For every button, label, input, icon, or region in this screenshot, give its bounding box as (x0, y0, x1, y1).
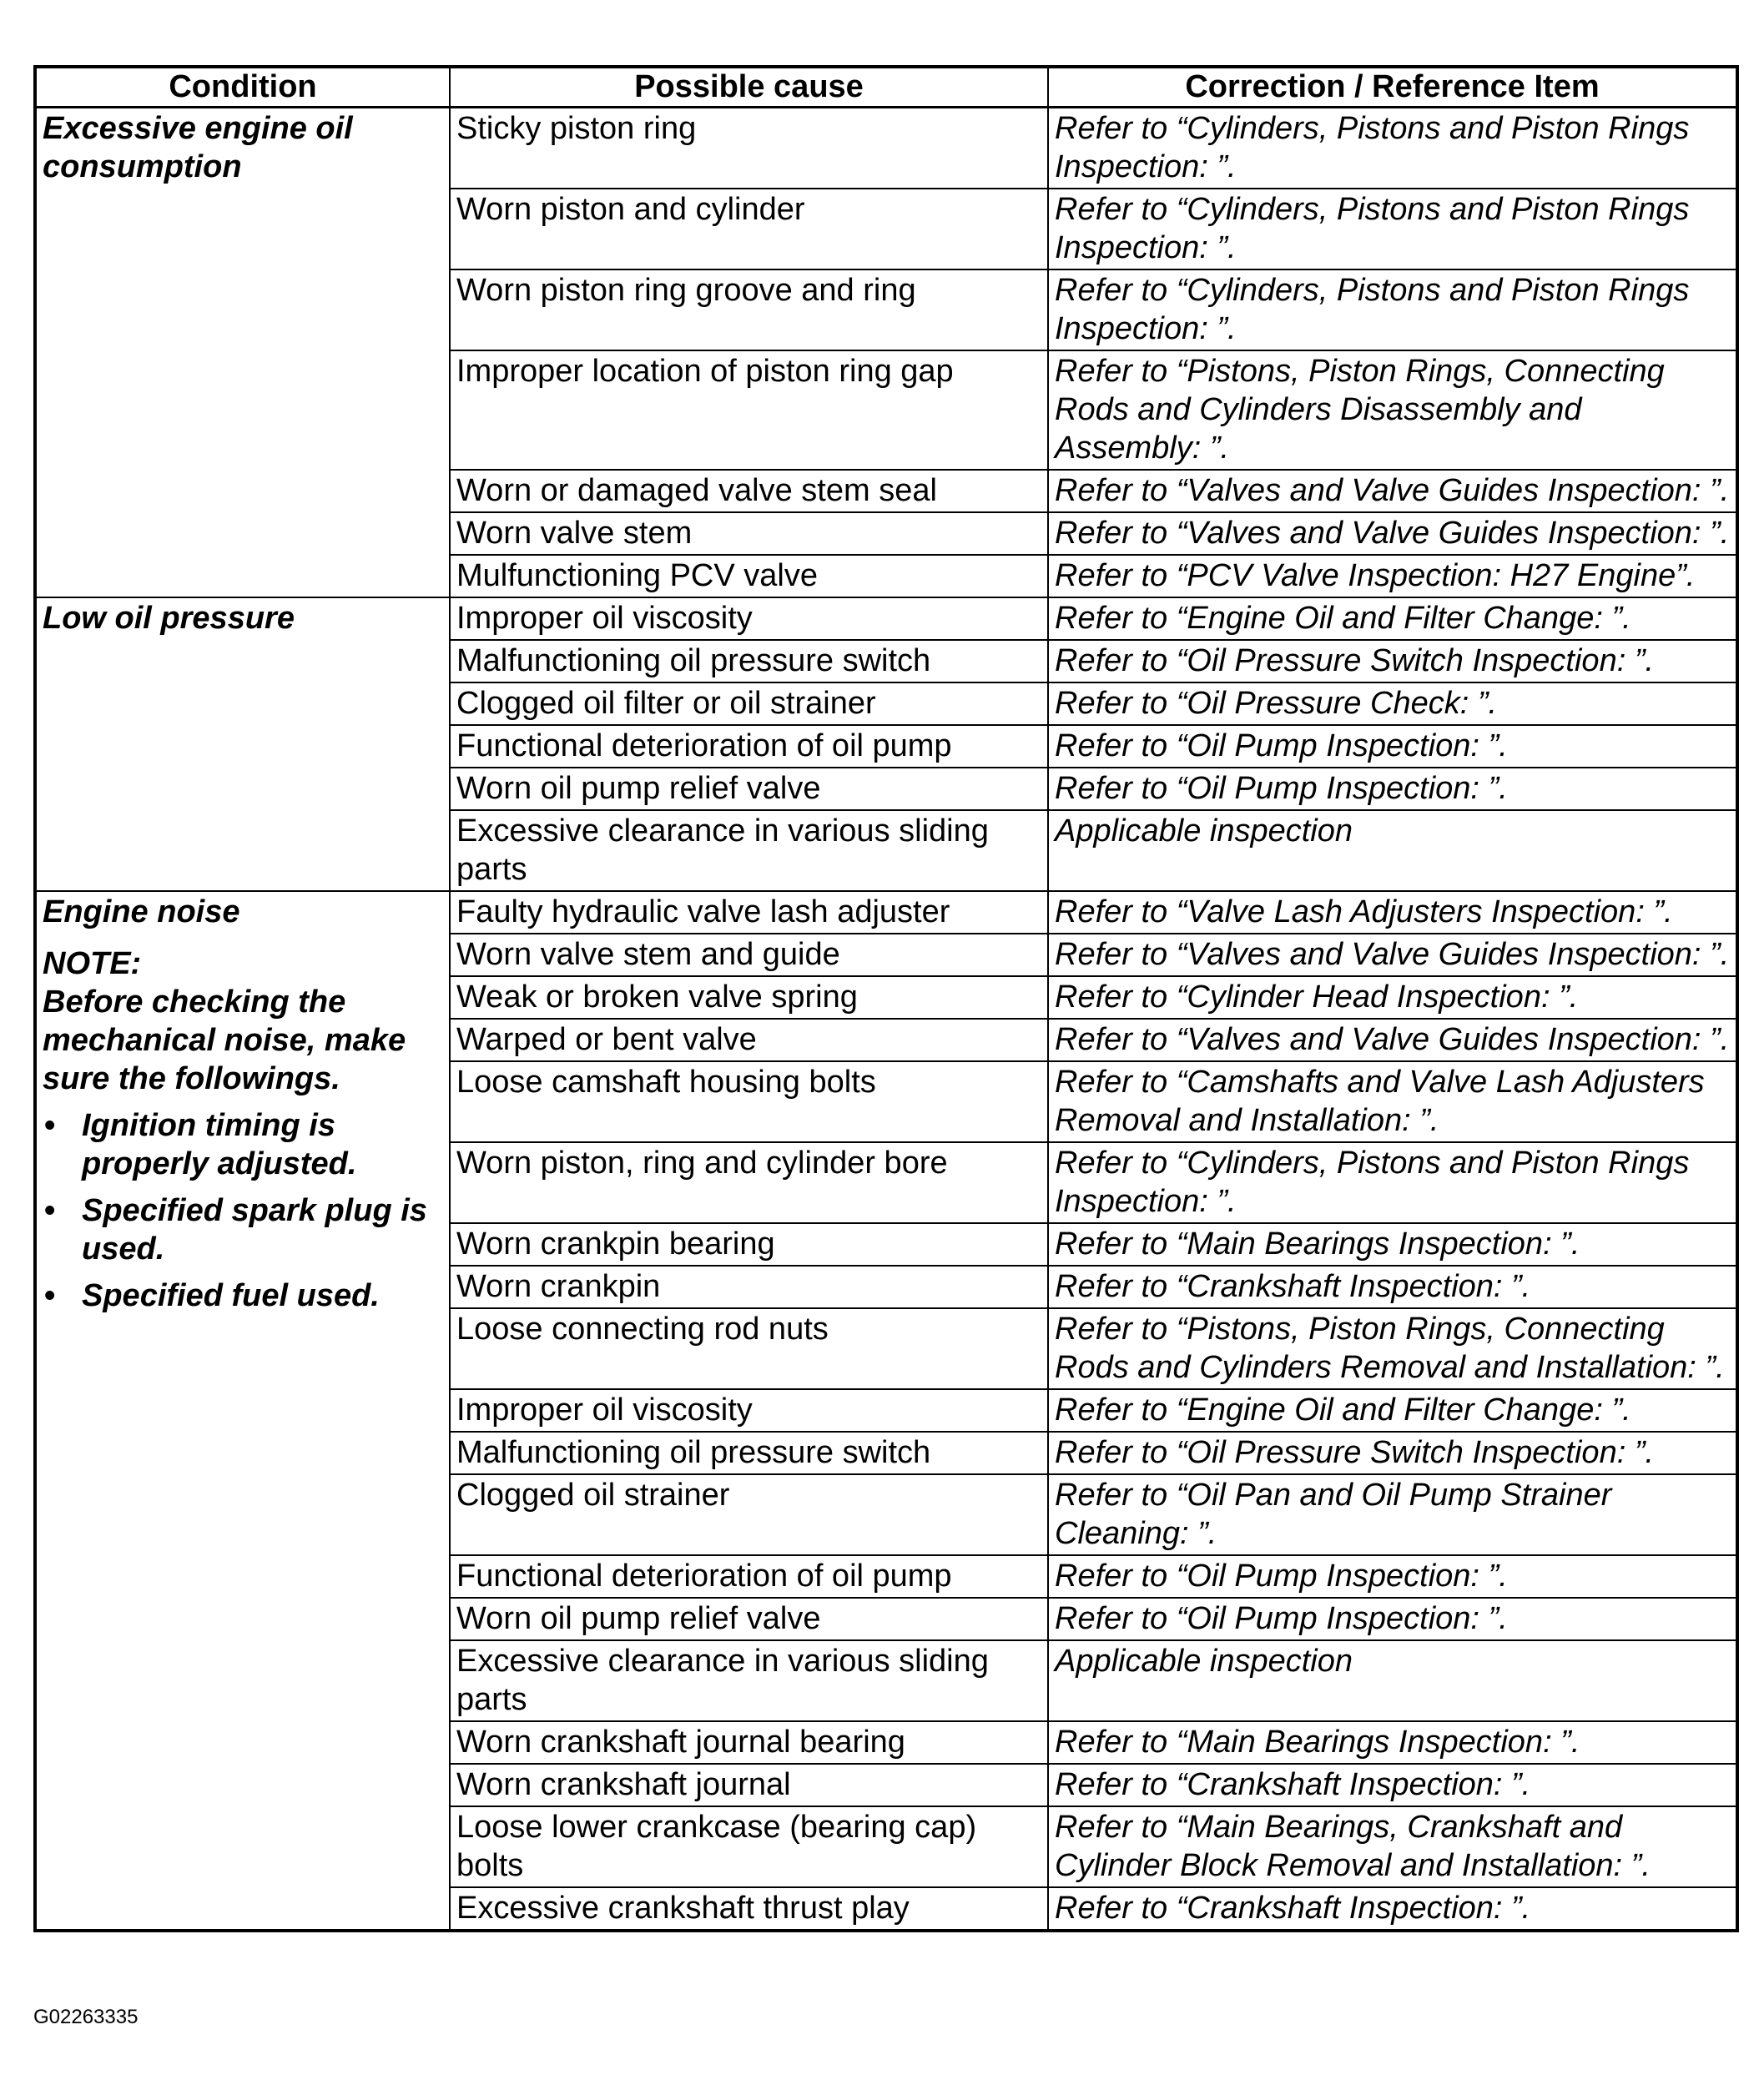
cause-cell: Worn crankshaft journal bearing (450, 1721, 1048, 1764)
correction-cell: Applicable inspection (1048, 810, 1737, 891)
correction-cell: Refer to “Oil Pressure Switch Inspection: ”. (1048, 640, 1737, 682)
correction-cell: Refer to “Cylinders, Pistons and Piston Rings Inspection: ”. (1048, 269, 1737, 350)
header-correction: Correction / Reference Item (1048, 67, 1737, 108)
cause-cell: Worn valve stem and guide (450, 934, 1048, 976)
correction-cell: Refer to “Cylinders, Pistons and Piston Rings Inspection: ”. (1048, 1142, 1737, 1223)
note-bullet-text: Ignition timing is properly adjusted. (82, 1108, 357, 1181)
correction-cell: Refer to “Oil Pump Inspection: ”. (1048, 1598, 1737, 1640)
correction-cell: Refer to “Main Bearings Inspection: ”. (1048, 1223, 1737, 1266)
cause-cell: Loose lower crankcase (bearing cap) bolts (450, 1806, 1048, 1887)
cause-cell: Weak or broken valve spring (450, 976, 1048, 1019)
bullet-icon: • (44, 1278, 56, 1313)
cause-cell: Worn piston ring groove and ring (450, 269, 1048, 350)
figure-id: G02263335 (33, 2006, 139, 2028)
correction-cell: Refer to “Cylinder Head Inspection: ”. (1048, 976, 1737, 1019)
table-row (35, 108, 1737, 189)
note-text: Before checking the mechanical noise, make sure the followings. (43, 985, 406, 1096)
correction-cell: Refer to “Camshafts and Valve Lash Adjusters Removal and Installation: ”. (1048, 1061, 1737, 1142)
cause-cell: Malfunctioning oil pressure switch (450, 640, 1048, 682)
note-bullet-item (43, 1106, 443, 1183)
table-row (35, 597, 1737, 640)
correction-cell: Refer to “Oil Pan and Oil Pump Strainer Cleaning: ”. (1048, 1474, 1737, 1555)
correction-cell: Refer to “Crankshaft Inspection: ”. (1048, 1266, 1737, 1308)
cause-cell: Worn crankshaft journal (450, 1764, 1048, 1806)
correction-cell: Refer to “Valves and Valve Guides Inspection: ”. (1048, 1019, 1737, 1061)
cause-cell: Functional deterioration of oil pump (450, 725, 1048, 768)
cause-cell: Excessive clearance in various sliding parts (450, 1640, 1048, 1721)
correction-cell: Refer to “Main Bearings Inspection: ”. (1048, 1721, 1737, 1764)
cause-cell: Sticky piston ring (450, 108, 1048, 189)
correction-cell: Refer to “PCV Valve Inspection: H27 Engine”. (1048, 555, 1737, 597)
note-title: NOTE: (43, 946, 142, 981)
correction-cell: Refer to “Valves and Valve Guides Inspection: ”. (1048, 470, 1737, 512)
cause-cell: Worn piston, ring and cylinder bore (450, 1142, 1048, 1223)
table-body (35, 108, 1737, 1931)
cause-cell: Excessive clearance in various sliding parts (450, 810, 1048, 891)
cause-cell: Clogged oil filter or oil strainer (450, 682, 1048, 725)
correction-cell: Refer to “Oil Pump Inspection: ”. (1048, 768, 1737, 810)
cause-cell: Worn crankpin bearing (450, 1223, 1048, 1266)
correction-cell: Refer to “Pistons, Piston Rings, Connecting Rods and Cylinders Removal and Installation: ”. (1048, 1308, 1737, 1389)
header-row (35, 67, 1737, 108)
condition-label: Engine noise (43, 894, 240, 929)
condition-cell (35, 597, 450, 891)
cause-cell: Functional deterioration of oil pump (450, 1555, 1048, 1598)
condition-label: Excessive engine oil consumption (43, 111, 353, 184)
diagnosis-table (33, 65, 1739, 1932)
correction-cell: Refer to “Cylinders, Pistons and Piston Rings Inspection: ”. (1048, 108, 1737, 189)
cause-cell: Warped or bent valve (450, 1019, 1048, 1061)
correction-cell: Refer to “Oil Pump Inspection: ”. (1048, 725, 1737, 768)
condition-cell (35, 108, 450, 598)
cause-cell: Improper oil viscosity (450, 1389, 1048, 1432)
cause-cell: Clogged oil strainer (450, 1474, 1048, 1555)
cause-cell: Worn valve stem (450, 512, 1048, 555)
correction-cell: Refer to “Crankshaft Inspection: ”. (1048, 1887, 1737, 1931)
cause-cell: Worn oil pump relief valve (450, 1598, 1048, 1640)
note-bullet-item (43, 1191, 443, 1268)
note-bullet-text: Specified fuel used. (82, 1278, 380, 1313)
bullet-icon: • (44, 1108, 56, 1143)
table-row (35, 891, 1737, 934)
bullet-icon: • (44, 1193, 56, 1228)
correction-cell: Refer to “Valves and Valve Guides Inspection: ”. (1048, 934, 1737, 976)
header-possible-cause: Possible cause (450, 67, 1048, 108)
note-bullet-text: Specified spark plug is used. (82, 1193, 427, 1267)
cause-cell: Malfunctioning oil pressure switch (450, 1432, 1048, 1474)
correction-cell: Refer to “Oil Pressure Switch Inspection: ”. (1048, 1432, 1737, 1474)
correction-cell: Refer to “Valves and Valve Guides Inspection: ”. (1048, 512, 1737, 555)
condition-label: Low oil pressure (43, 601, 295, 636)
cause-cell: Loose connecting rod nuts (450, 1308, 1048, 1389)
header-condition: Condition (35, 67, 450, 108)
correction-cell: Refer to “Valve Lash Adjusters Inspection: ”. (1048, 891, 1737, 934)
cause-cell: Mulfunctioning PCV valve (450, 555, 1048, 597)
correction-cell: Refer to “Crankshaft Inspection: ”. (1048, 1764, 1737, 1806)
note-bullet-item (43, 1277, 443, 1315)
correction-cell: Refer to “Pistons, Piston Rings, Connecting Rods and Cylinders Disassembly and Assembly: ”. (1048, 350, 1737, 470)
correction-cell: Refer to “Engine Oil and Filter Change: ”. (1048, 1389, 1737, 1432)
cause-cell: Improper oil viscosity (450, 597, 1048, 640)
cause-cell: Improper location of piston ring gap (450, 350, 1048, 470)
cause-cell: Worn oil pump relief valve (450, 768, 1048, 810)
correction-cell: Applicable inspection (1048, 1640, 1737, 1721)
condition-cell (35, 891, 450, 1931)
correction-cell: Refer to “Cylinders, Pistons and Piston Rings Inspection: ”. (1048, 189, 1737, 269)
cause-cell: Loose camshaft housing bolts (450, 1061, 1048, 1142)
cause-cell: Excessive crankshaft thrust play (450, 1887, 1048, 1931)
correction-cell: Refer to “Engine Oil and Filter Change: ”. (1048, 597, 1737, 640)
cause-cell: Worn or damaged valve stem seal (450, 470, 1048, 512)
correction-cell: Refer to “Oil Pressure Check: ”. (1048, 682, 1737, 725)
correction-cell: Refer to “Oil Pump Inspection: ”. (1048, 1555, 1737, 1598)
cause-cell: Worn crankpin (450, 1266, 1048, 1308)
cause-cell: Faulty hydraulic valve lash adjuster (450, 891, 1048, 934)
note-bullet-list (43, 1106, 443, 1315)
correction-cell: Refer to “Main Bearings, Crankshaft and Cylinder Block Removal and Installation: ”. (1048, 1806, 1737, 1887)
cause-cell: Worn piston and cylinder (450, 189, 1048, 269)
